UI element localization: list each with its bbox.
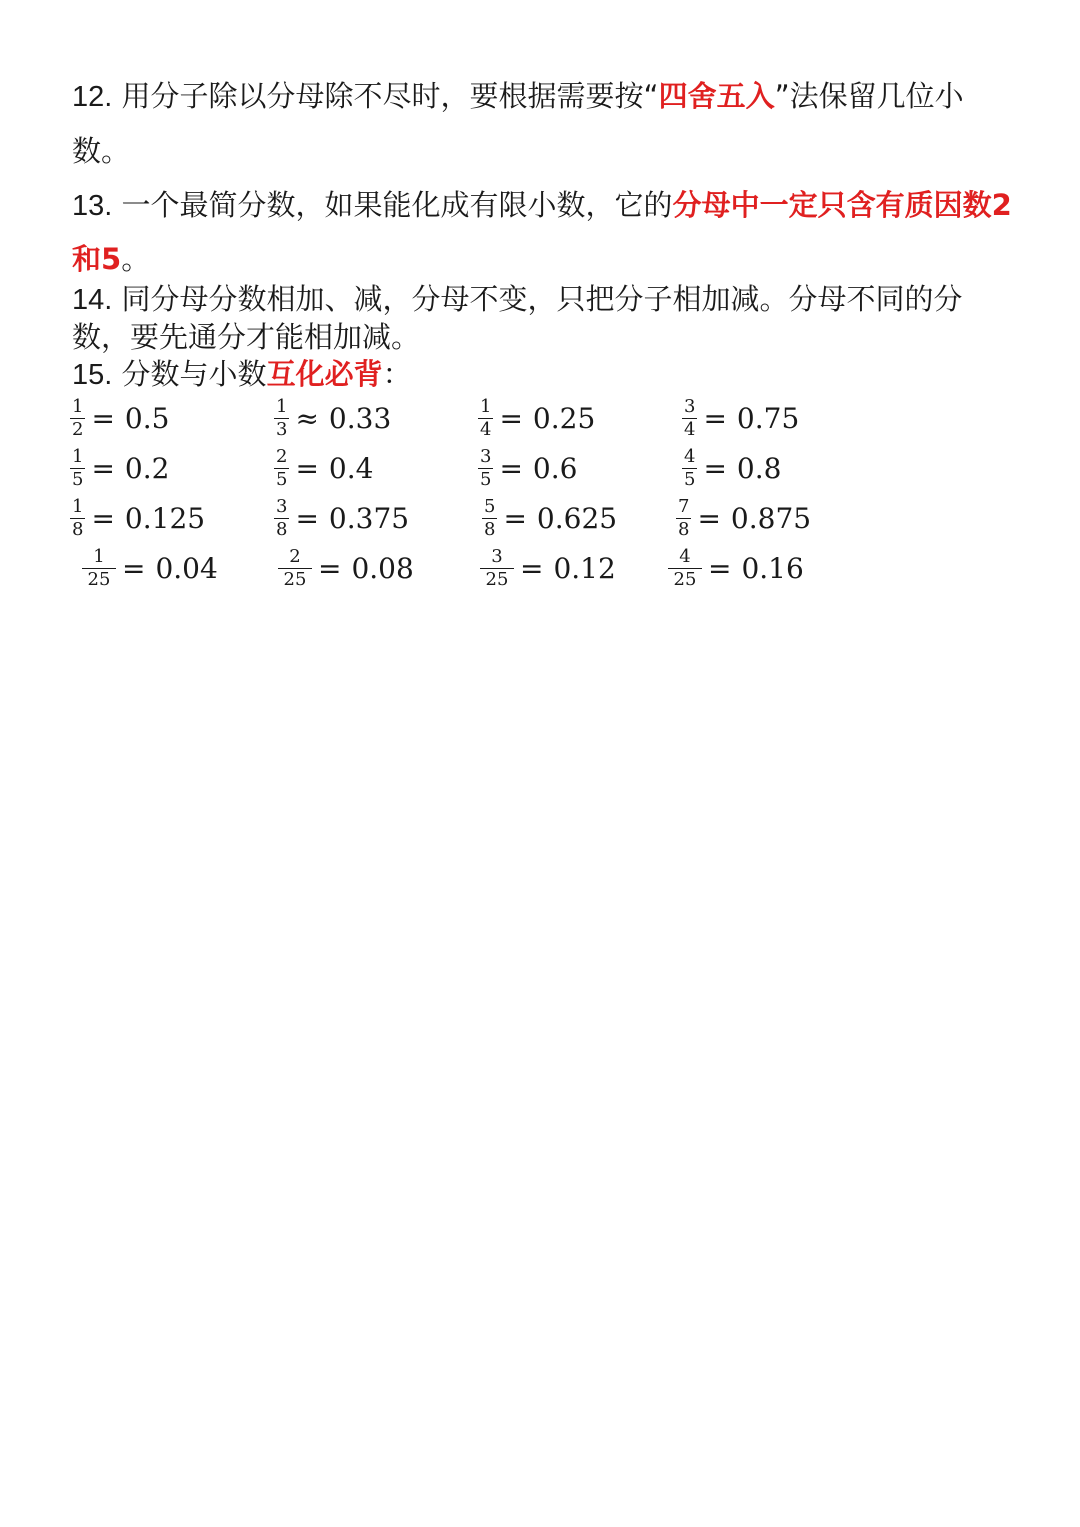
item-12-number: 12. <box>72 81 113 113</box>
denominator: 25 <box>673 568 697 590</box>
fraction <box>682 395 697 440</box>
item-12-highlight: 四舍五入 <box>658 79 775 113</box>
relation-sign: = <box>295 501 319 535</box>
relation-sign: ≈ <box>295 401 319 435</box>
fraction <box>278 545 312 590</box>
decimal-value: 0.25 <box>532 401 596 435</box>
fraction-entry <box>682 393 799 443</box>
fraction-entry <box>70 393 169 443</box>
fraction-entry <box>478 443 577 493</box>
decimal-value: 0.5 <box>124 401 170 435</box>
fraction-entry <box>82 543 218 593</box>
denominator: 5 <box>72 468 84 490</box>
item-12-line-2 <box>72 134 131 168</box>
item-15-number: 15. <box>72 359 113 391</box>
fraction-entry <box>668 543 804 593</box>
fraction <box>682 445 697 490</box>
denominator: 5 <box>480 468 492 490</box>
denominator: 5 <box>684 468 696 490</box>
denominator: 25 <box>87 568 111 590</box>
decimal-value: 0.875 <box>730 501 812 535</box>
fraction <box>70 495 85 540</box>
fraction <box>274 445 289 490</box>
relation-sign: = <box>697 501 721 535</box>
denominator: 8 <box>484 518 496 540</box>
decimal-value: 0.375 <box>328 501 410 535</box>
fraction-row <box>70 443 870 493</box>
fraction-entry <box>478 393 595 443</box>
numerator: 1 <box>93 545 105 567</box>
fraction-entry <box>274 493 409 543</box>
item-13-highlight-a: 分母中一定只含有质因数2 <box>672 188 1012 222</box>
item-14-text-a: 同分母分数相加、减，分母不变，只把分子相加减。分母不同的分 <box>121 282 963 316</box>
item-12-line-1 <box>72 79 964 113</box>
denominator: 2 <box>72 418 84 440</box>
numerator: 1 <box>480 395 492 417</box>
item-14-line-2 <box>72 320 421 354</box>
relation-sign: = <box>503 501 527 535</box>
denominator: 25 <box>485 568 509 590</box>
decimal-value: 0.75 <box>736 401 800 435</box>
fraction <box>478 395 493 440</box>
decimal-value: 0.08 <box>351 551 414 585</box>
item-15-text-a: 分数与小数 <box>121 357 267 391</box>
decimal-value: 0.8 <box>736 451 782 485</box>
fraction-entry <box>70 443 169 493</box>
relation-sign: = <box>703 401 727 435</box>
numerator: 1 <box>276 395 288 417</box>
relation-sign: = <box>499 401 523 435</box>
denominator: 4 <box>480 418 492 440</box>
fraction-entry <box>676 493 811 543</box>
numerator: 3 <box>276 495 288 517</box>
numerator: 1 <box>72 445 84 467</box>
fraction-entry <box>274 443 373 493</box>
fraction-row <box>70 493 870 543</box>
item-13-highlight-b: 和5 <box>72 242 122 276</box>
item-13-text-a: 一个最简分数，如果能化成有限小数，它的 <box>121 188 673 222</box>
numerator: 1 <box>72 395 84 417</box>
relation-sign: = <box>703 451 727 485</box>
decimal-value: 0.4 <box>328 451 374 485</box>
denominator: 8 <box>678 518 690 540</box>
relation-sign: = <box>499 451 523 485</box>
decimal-value: 0.04 <box>155 551 218 585</box>
item-13-line-2 <box>72 242 151 276</box>
fraction-entry <box>480 543 616 593</box>
fraction <box>482 495 497 540</box>
fraction <box>82 545 116 590</box>
numerator: 3 <box>491 545 503 567</box>
numerator: 3 <box>480 445 492 467</box>
fraction-row <box>70 393 870 443</box>
decimal-value: 0.33 <box>328 401 392 435</box>
item-13-number: 13. <box>72 190 113 222</box>
decimal-value: 0.2 <box>124 451 170 485</box>
decimal-value: 0.625 <box>536 501 618 535</box>
decimal-value: 0.125 <box>124 501 206 535</box>
denominator: 5 <box>276 468 288 490</box>
fraction <box>478 445 493 490</box>
relation-sign: = <box>91 401 115 435</box>
relation-sign: = <box>295 451 319 485</box>
numerator: 5 <box>484 495 496 517</box>
numerator: 7 <box>678 495 690 517</box>
fraction <box>70 395 85 440</box>
fraction <box>676 495 691 540</box>
decimal-value: 0.6 <box>532 451 578 485</box>
relation-sign: = <box>91 501 115 535</box>
fraction <box>274 495 289 540</box>
relation-sign: = <box>520 551 544 585</box>
fraction-entry <box>278 543 414 593</box>
relation-sign: = <box>91 451 115 485</box>
item-13-text-b: 。 <box>121 242 151 276</box>
denominator: 3 <box>276 418 288 440</box>
numerator: 1 <box>72 495 84 517</box>
relation-sign: = <box>708 551 732 585</box>
fraction <box>70 445 85 490</box>
numerator: 3 <box>684 395 696 417</box>
fraction <box>480 545 514 590</box>
fraction <box>274 395 289 440</box>
item-12-text-c: 数。 <box>72 134 131 168</box>
item-14-line-1 <box>72 282 963 316</box>
item-15-text-b: ： <box>382 357 412 391</box>
fraction-entry <box>682 443 781 493</box>
item-15-highlight: 互化必背 <box>266 357 383 391</box>
fraction-row <box>70 543 870 593</box>
item-14-number: 14. <box>72 284 113 316</box>
fraction-entry <box>482 493 617 543</box>
fraction-entry <box>274 393 391 443</box>
numerator: 2 <box>276 445 288 467</box>
denominator: 8 <box>276 518 288 540</box>
item-14-text-b: 数，要先通分才能相加减。 <box>72 320 421 354</box>
denominator: 25 <box>283 568 307 590</box>
relation-sign: = <box>122 551 146 585</box>
fraction-entry <box>70 493 205 543</box>
relation-sign: = <box>318 551 342 585</box>
fraction <box>668 545 702 590</box>
item-13-line-1 <box>72 188 1012 222</box>
numerator: 2 <box>289 545 301 567</box>
denominator: 4 <box>684 418 696 440</box>
item-12-text-b: ”法保留几位小 <box>774 79 964 113</box>
numerator: 4 <box>679 545 691 567</box>
numerator: 4 <box>684 445 696 467</box>
item-12-text-a: 用分子除以分母除不尽时，要根据需要按“ <box>121 79 659 113</box>
decimal-value: 0.12 <box>553 551 616 585</box>
denominator: 8 <box>72 518 84 540</box>
item-15-line-1 <box>72 357 412 391</box>
decimal-value: 0.16 <box>741 551 804 585</box>
